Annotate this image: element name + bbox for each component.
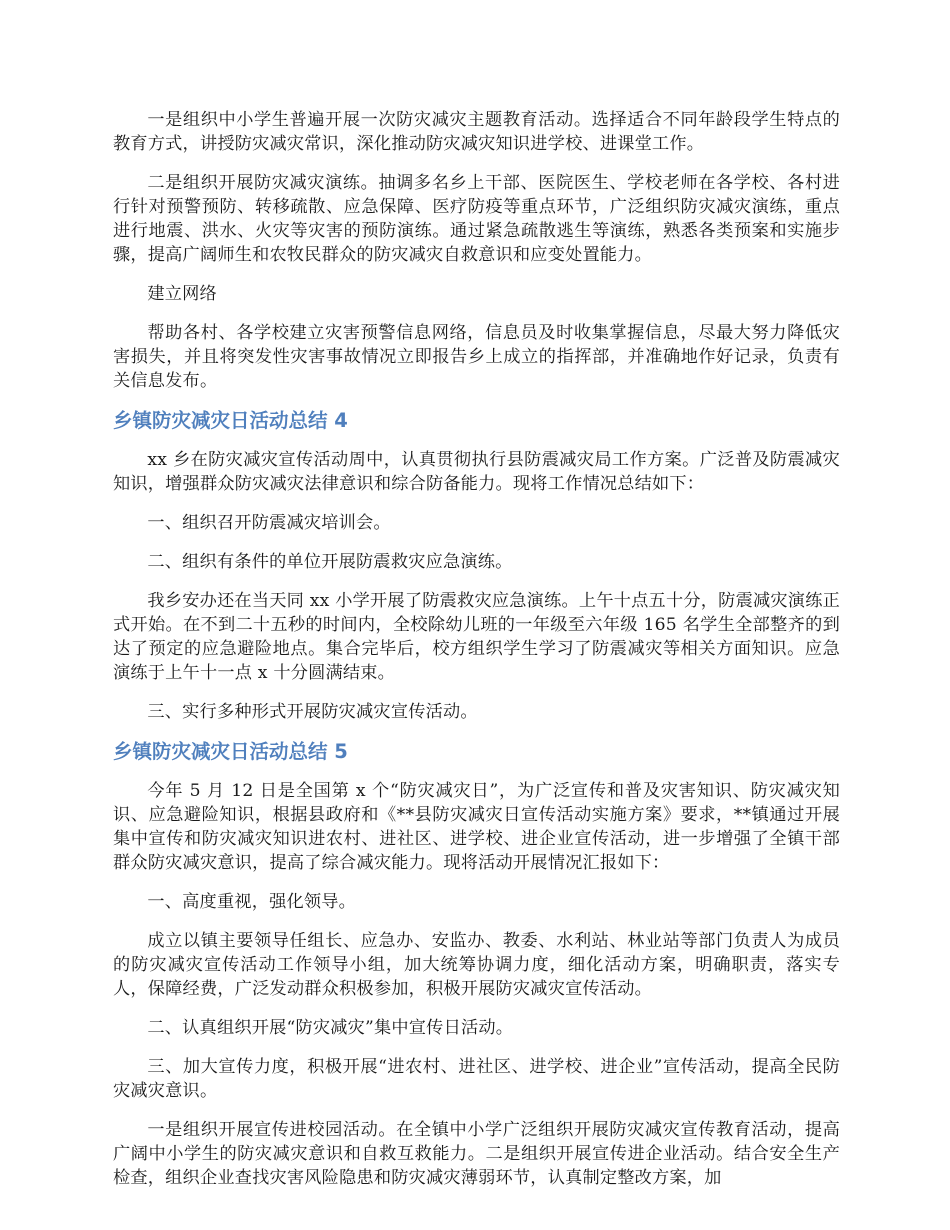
paragraph-item-publicity: 三、实行多种形式开展防灾减灾宣传活动。 xyxy=(147,702,478,722)
paragraph-warning-network: 帮助各村、各学校建立灾害预警信息网络，信息员及时收集掌握信息，尽最大努力降低灾害损失，并且将突发性灾害事故情况立即报告乡上成立的指挥部，并准确地作好记录，负责有关信息发布。 xyxy=(113,323,840,391)
paragraph-build-network: 建立网络 xyxy=(147,284,217,304)
paragraph-item-training: 一、组织召开防震减灾培训会。 xyxy=(147,513,391,533)
paragraph-campus-enterprise: 一是组织开展宣传进校园活动。在全镇中小学广泛组织开展防灾减灾宣传教育活动，提高广阔中小学生的防灾减灾意识和自救互救能力。二是组织开展宣传进企业活动。结合安全生产检查，组织企业查找灾害风险隐患和防灾减灾薄弱环节，认真制定整改方案，加 xyxy=(113,1120,840,1188)
paragraph-summary-intro: xx 乡在防灾减灾宣传活动周中，认真贯彻执行县防震减灾局工作方案。广泛普及防震减灾知识，增强群众防灾减灾法律意识和综合防备能力。现将工作情况总结如下： xyxy=(113,450,840,494)
paragraph-disaster-day-intro: 今年 5 月 12 日是全国第 x 个“防灾减灾日”，为广泛宣传和普及灾害知识、防灾减灾知识、应急避险知识，根据县政府和《**县防灾减灾日宣传活动实施方案》要求，**镇通过开展集中宣传和防灾减灾知识进农村、进社区、进学校、进企业宣传活动，进一步增强了全镇干部群众防灾减灾意识，提高了综合减灾能力。现将活动开展情况汇报如下： xyxy=(113,781,840,873)
section-heading-4: 乡镇防灾减灾日活动总结 4 xyxy=(113,409,348,432)
paragraph-item-leadership: 一、高度重视，强化领导。 xyxy=(147,892,357,912)
document-page xyxy=(113,108,840,1205)
paragraph-item-publicity-day: 二、认真组织开展“防灾减灾”集中宣传日活动。 xyxy=(147,1018,514,1038)
paragraph-item-emergency-drill: 二、组织有条件的单位开展防震救灾应急演练。 xyxy=(147,552,513,572)
paragraph-leadership-group: 成立以镇主要领导任组长、应急办、安监办、教委、水利站、林业站等部门负责人为成员的防灾减灾宣传活动工作领导小组，加大统筹协调力度，细化活动方案，明确职责，落实专人，保障经费，广泛发动群众积极参加，积极开展防灾减灾宣传活动。 xyxy=(113,931,840,999)
paragraph-item-four-entries: 三、加大宣传力度，积极开展“进农村、进社区、进学校、进企业”宣传活动，提高全民防灾减灾意识。 xyxy=(113,1057,840,1101)
paragraph-drill: 二是组织开展防灾减灾演练。抽调多名乡上干部、医院医生、学校老师在各学校、各村进行针对预警预防、转移疏散、应急保障、医疗防疫等重点环节，广泛组织防灾减灾演练，重点进行地震、洪水、火灾等灾害的预防演练。通过紧急疏散逃生等演练，熟悉各类预案和实施步骤，提高广阔师生和农牧民群众的防灾减灾自救意识和应变处置能力。 xyxy=(113,173,840,265)
section-heading-5: 乡镇防灾减灾日活动总结 5 xyxy=(113,740,348,763)
paragraph-school-education: 一是组织中小学生普遍开展一次防灾减灾主题教育活动。选择适合不同年龄段学生特点的教育方式，讲授防灾减灾常识，深化推动防灾减灾知识进学校、进课堂工作。 xyxy=(113,110,840,154)
paragraph-school-drill-detail: 我乡安办还在当天同 xx 小学开展了防震救灾应急演练。上午十点五十分，防震减灾演练正式开始。在不到二十五秒的时间内，全校除幼儿班的一年级至六年级 165 名学生全部整齐的到达了预定的应急避险地点。集合完毕后，校方组织学生学习了防震减灾等相关方面知识。应急演练于上午十一点 x 十分圆满结束。 xyxy=(113,591,840,683)
